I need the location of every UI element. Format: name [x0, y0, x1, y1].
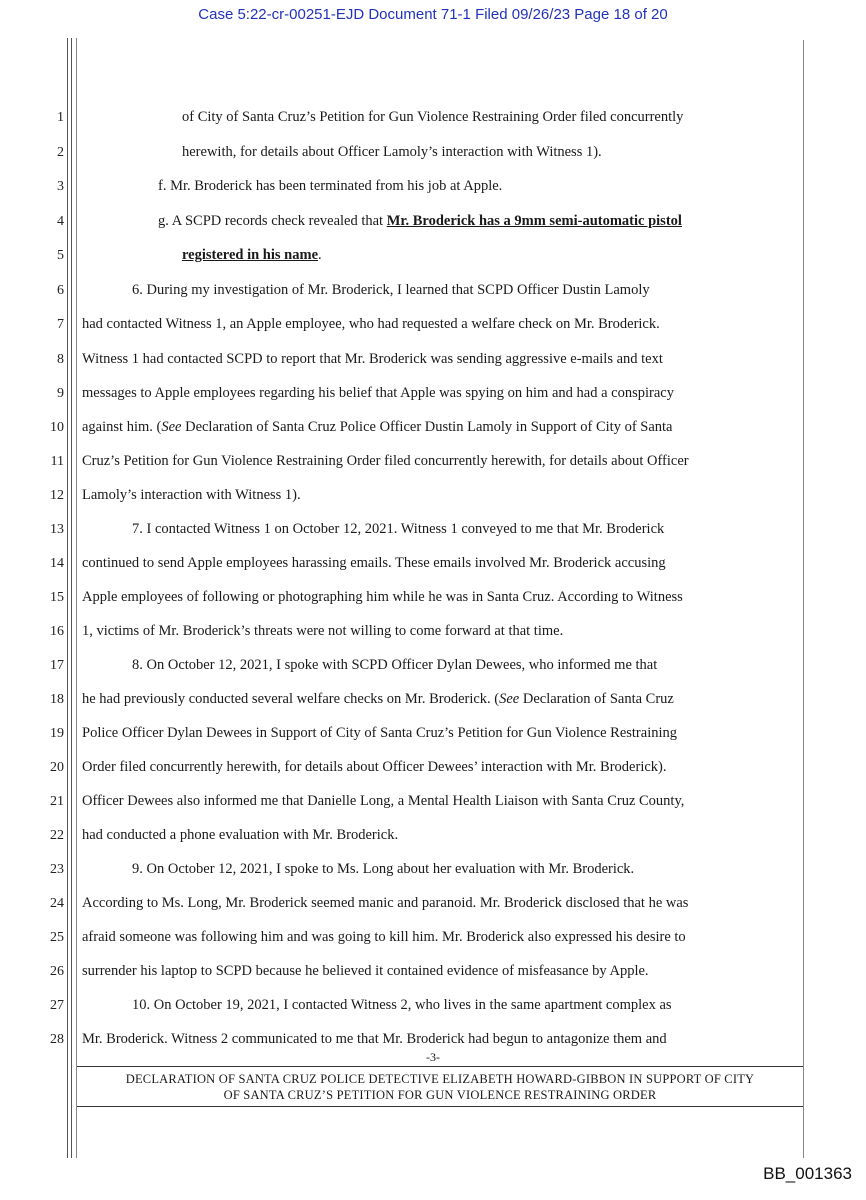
body-line: Officer Dewees also informed me that Danielle Long, a Mental Health Liaison with Santa Cruz County, [82, 793, 685, 809]
body-line: had contacted Witness 1, an Apple employee, who had requested a welfare check on Mr. Broderick. [82, 316, 660, 332]
line-number: 4 [57, 214, 64, 229]
line-number: 27 [50, 998, 64, 1013]
case-header-banner: Case 5:22-cr-00251-EJD Document 71-1 Filed 09/26/23 Page 18 of 20 [198, 6, 668, 23]
line-number: 14 [50, 556, 64, 571]
line-number: 15 [50, 590, 64, 605]
body-line: surrender his laptop to SCPD because he believed it contained evidence of misfeasance by Apple. [82, 963, 649, 979]
body-line: 1, victims of Mr. Broderick’s threats were not willing to come forward at that time. [82, 623, 564, 639]
line-number: 18 [50, 692, 64, 707]
line-number: 6 [57, 283, 64, 298]
line-number: 26 [50, 964, 64, 979]
left-margin-rule [76, 38, 77, 1158]
body-line: According to Ms. Long, Mr. Broderick seemed manic and paranoid. Mr. Broderick disclosed that he was [82, 895, 689, 911]
line-number: 20 [50, 760, 64, 775]
line-number: 22 [50, 828, 64, 843]
body-line: against him. (See Declaration of Santa Cruz Police Officer Dustin Lamoly in Support of City of Santa [82, 419, 673, 435]
footer-rule [77, 1066, 803, 1067]
line-number: 13 [50, 522, 64, 537]
body-line: 9. On October 12, 2021, I spoke to Ms. Long about her evaluation with Mr. Broderick. [132, 861, 635, 877]
line-number: 25 [50, 930, 64, 945]
body-line: Order filed concurrently herewith, for details about Officer Dewees’ interaction with Mr. Broderick). [82, 759, 667, 775]
line-number: 28 [50, 1032, 64, 1047]
body-line: he had previously conducted several welfare checks on Mr. Broderick. (See Declaration of Santa Cruz [82, 691, 674, 707]
body-line: afraid someone was following him and was going to kill him. Mr. Broderick also expressed his desire to [82, 929, 686, 945]
line-number: 23 [50, 862, 64, 877]
body-line: 10. On October 19, 2021, I contacted Witness 2, who lives in the same apartment complex as [132, 997, 672, 1013]
body-line: Witness 1 had contacted SCPD to report that Mr. Broderick was sending aggressive e-mails and text [82, 351, 663, 367]
line-number: 16 [50, 624, 64, 639]
right-margin-rule [803, 40, 804, 1158]
line-number: 2 [57, 145, 64, 160]
line-number: 10 [50, 420, 64, 435]
emphasized-text: registered in his name [182, 247, 319, 263]
body-line: Apple employees of following or photographing him while he was in Santa Cruz. According to Witness [82, 589, 683, 605]
left-margin-rule [67, 38, 68, 1158]
line-number: 12 [50, 488, 64, 503]
body-line: herewith, for details about Officer Lamoly’s interaction with Witness 1). [182, 144, 602, 160]
line-number: 17 [50, 658, 64, 673]
line-number: 8 [57, 352, 64, 367]
line-number: 24 [50, 896, 64, 911]
line-number: 5 [57, 248, 64, 263]
body-line: g. A SCPD records check revealed that Mr. Broderick has a 9mm semi-automatic pistol [158, 213, 682, 229]
left-margin-rule [71, 38, 72, 1158]
body-line: registered in his name. [182, 247, 322, 263]
line-number: 19 [50, 726, 64, 741]
body-line: of City of Santa Cruz’s Petition for Gun Violence Restraining Order filed concurrently [182, 109, 684, 125]
line-number: 11 [50, 454, 64, 469]
body-line: 7. I contacted Witness 1 on October 12, 2021. Witness 1 conveyed to me that Mr. Broderick [132, 521, 665, 537]
body-line: continued to send Apple employees harassing emails. These emails involved Mr. Broderick accusing [82, 555, 666, 571]
emphasized-text: Mr. Broderick has a 9mm semi-automatic pistol [386, 213, 682, 229]
body-line: 8. On October 12, 2021, I spoke with SCPD Officer Dylan Dewees, who informed me that [132, 657, 658, 673]
footer-title: OF SANTA CRUZ’S PETITION FOR GUN VIOLENCE RESTRAINING ORDER [223, 1088, 657, 1102]
body-line: Lamoly’s interaction with Witness 1). [82, 487, 301, 503]
body-line: 6. During my investigation of Mr. Broderick, I learned that SCPD Officer Dustin Lamoly [132, 282, 650, 298]
body-line: Cruz’s Petition for Gun Violence Restraining Order filed concurrently herewith, for details about Officer [82, 453, 689, 469]
footer-rule [77, 1106, 803, 1107]
body-line: Mr. Broderick. Witness 2 communicated to me that Mr. Broderick had begun to antagonize them and [82, 1031, 667, 1047]
line-number: 3 [57, 179, 64, 194]
line-number: 7 [57, 317, 64, 332]
body-line: f. Mr. Broderick has been terminated from his job at Apple. [158, 178, 503, 194]
footer-title: DECLARATION OF SANTA CRUZ POLICE DETECTIVE ELIZABETH HOWARD-GIBBON IN SUPPORT OF CITY [125, 1072, 755, 1086]
body-line: Police Officer Dylan Dewees in Support of City of Santa Cruz’s Petition for Gun Violence Restraining [82, 725, 677, 741]
body-line: had conducted a phone evaluation with Mr. Broderick. [82, 827, 399, 843]
bates-number: BB_001363 [763, 1164, 852, 1183]
body-line: messages to Apple employees regarding his belief that Apple was spying on him and had a conspiracy [82, 385, 674, 401]
page-number: -3- [426, 1050, 440, 1064]
line-number: 9 [57, 386, 64, 401]
line-number: 21 [50, 794, 64, 809]
line-number: 1 [57, 110, 64, 125]
